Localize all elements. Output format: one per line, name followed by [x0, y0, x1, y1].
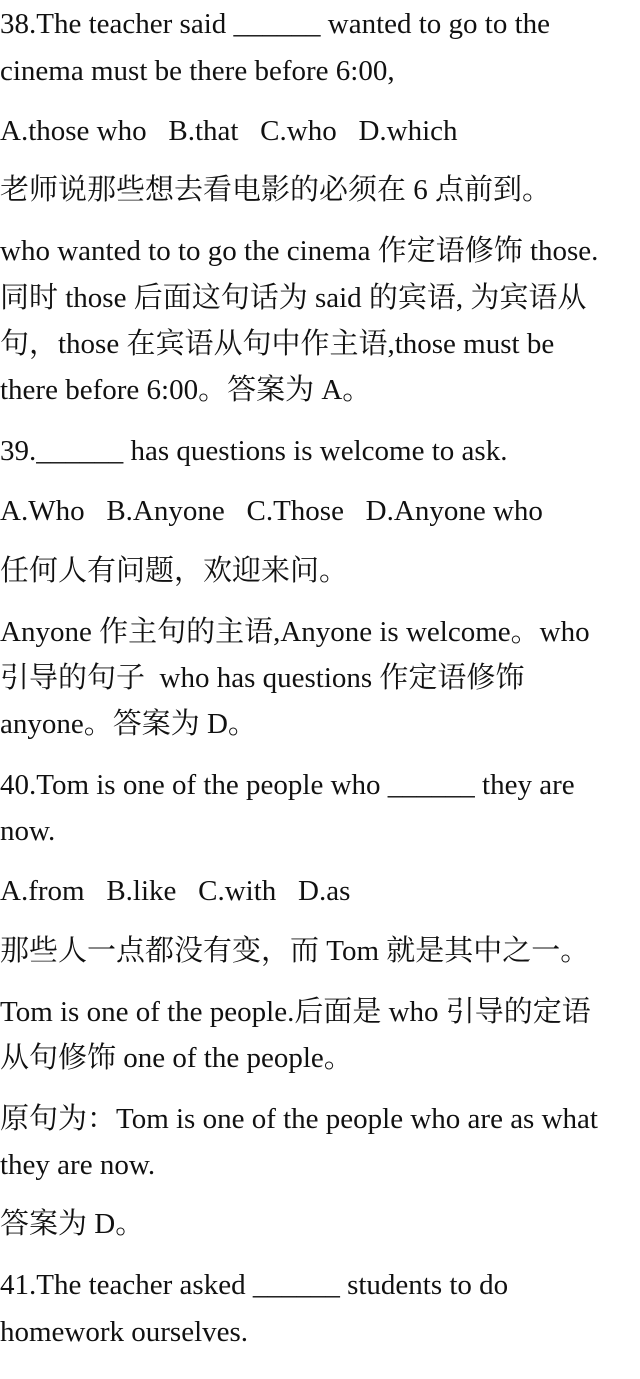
- q41-question-line-2: homework ourselves.: [0, 1316, 249, 1348]
- q40-answer: 答案为 D。: [0, 1208, 145, 1240]
- q40-explanation-line-1: Tom is one of the people.后面是 who 引导的定语: [0, 996, 591, 1028]
- q38-translation: 老师说那些想去看电影的必须在 6 点前到。: [0, 174, 552, 206]
- q40-original-line-2: they are now.: [0, 1149, 156, 1181]
- q38-question-line-2: cinema must be there before 6:00,: [0, 55, 395, 87]
- q39-explanation-line-3: anyone。答案为 D。: [0, 708, 257, 740]
- q40-translation: 那些人一点都没有变，而 Tom 就是其中之一。: [0, 935, 590, 967]
- q39-explanation-line-1: Anyone 作主句的主语,Anyone is welcome。who: [0, 616, 590, 648]
- q40-question-line-2: now.: [0, 815, 56, 847]
- q38-options: A.those who B.that C.who D.which: [0, 115, 458, 147]
- q40-explanation-line-2: 从句修饰 one of the people。: [0, 1042, 353, 1074]
- q40-question-line-1: 40.Tom is one of the people who ______ they are: [0, 769, 575, 801]
- q40-original-line-1: 原句为：Tom is one of the people who are as what: [0, 1103, 598, 1135]
- q38-explanation-line-3: 句，those 在宾语从句中作主语,those must be: [0, 328, 555, 360]
- q38-explanation-line-1: who wanted to to go the cinema 作定语修饰 those.: [0, 235, 599, 267]
- q39-options: A.Who B.Anyone C.Those D.Anyone who: [0, 495, 543, 527]
- q38-question-line-1: 38.The teacher said ______ wanted to go to the: [0, 8, 551, 40]
- q39-question: 39.______ has questions is welcome to ask.: [0, 435, 508, 467]
- q38-explanation-line-4: there before 6:00。答案为 A。: [0, 374, 372, 406]
- q41-question-line-1: 41.The teacher asked ______ students to do: [0, 1269, 509, 1301]
- q38-explanation-line-2: 同时 those 后面这句话为 said 的宾语, 为宾语从: [0, 282, 587, 314]
- q40-options: A.from B.like C.with D.as: [0, 875, 351, 907]
- q39-translation: 任何人有问题，欢迎来问。: [0, 555, 349, 587]
- q39-explanation-line-2: 引导的句子 who has questions 作定语修饰: [0, 662, 525, 694]
